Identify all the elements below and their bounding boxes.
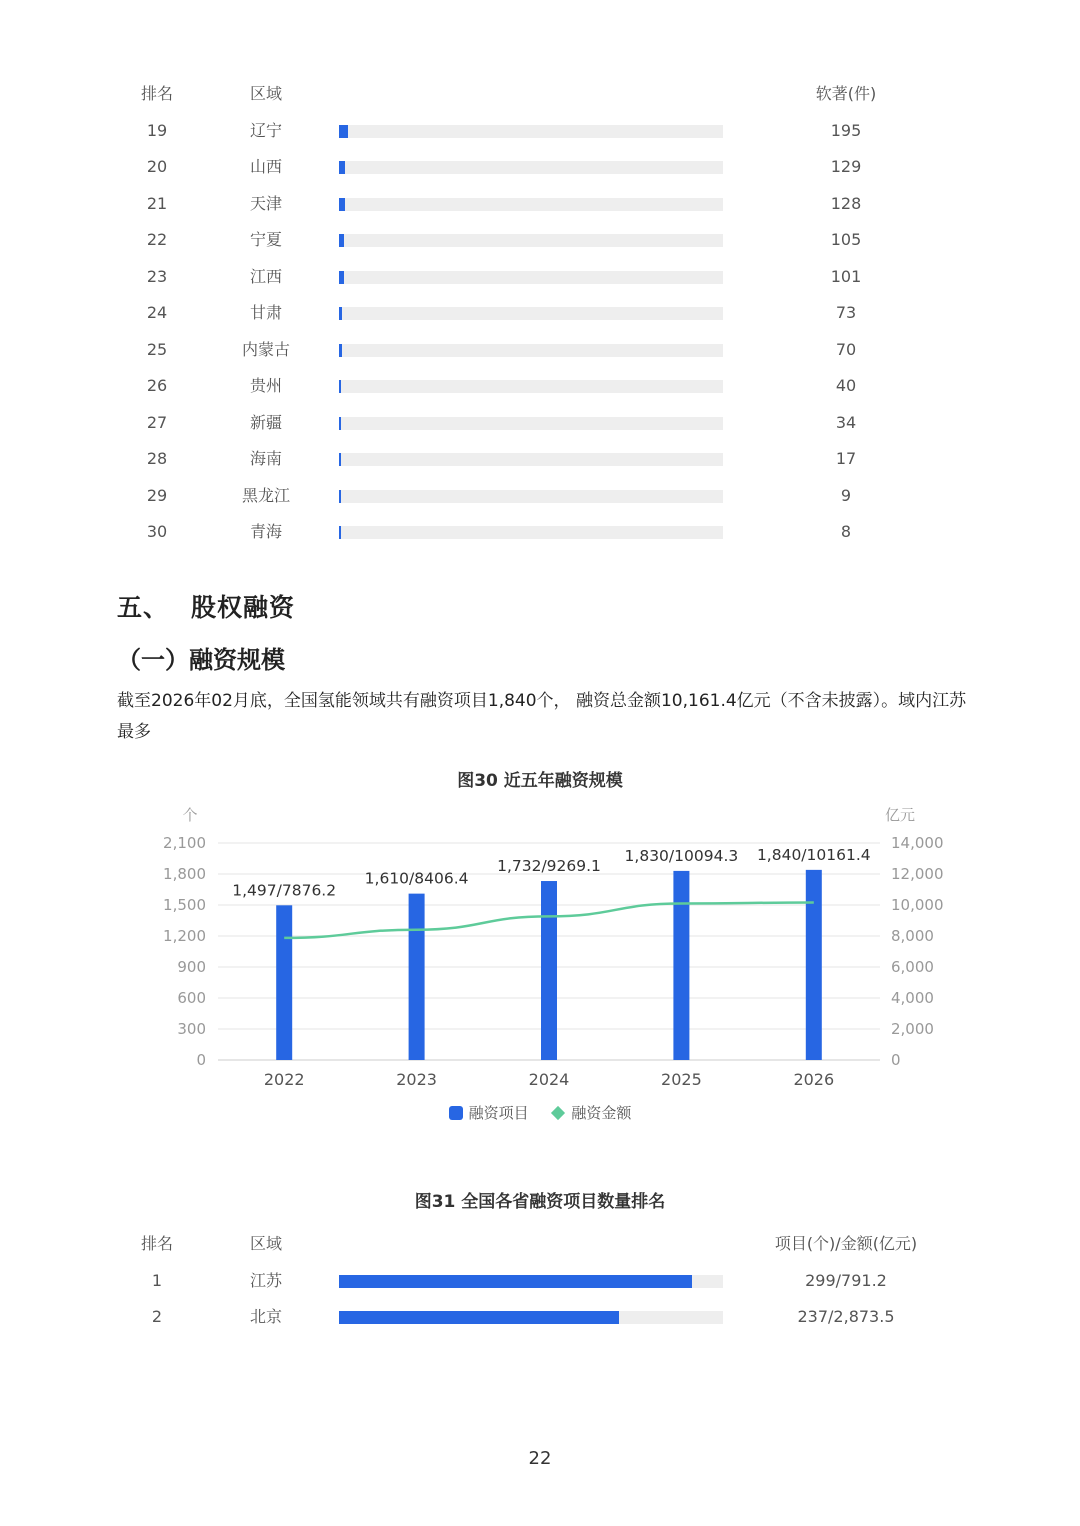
page-number: 22	[528, 1448, 552, 1469]
row-rank: 28	[146, 449, 168, 468]
row-value: 70	[835, 339, 857, 359]
y-left-tick-label: 900	[177, 958, 206, 976]
header-value: 项目(个)/金额(亿元)	[774, 1234, 918, 1253]
figure31-title: 图31 全国各省融资项目数量排名	[414, 1192, 666, 1212]
y-left-tick-label: 0	[196, 1051, 206, 1069]
row-bar-track	[339, 380, 723, 393]
header-value: 软著(件)	[815, 84, 877, 103]
row-region: 新疆	[249, 412, 282, 432]
row-value: 299/791.2	[805, 1270, 887, 1290]
row-region: 贵州	[249, 376, 282, 395]
row-bar-track	[339, 234, 723, 247]
row-rank: 27	[146, 412, 168, 432]
row-bar-fill	[339, 417, 341, 430]
row-bar-track	[339, 307, 723, 320]
header-rank: 排名	[140, 84, 173, 103]
x-tick-label: 2026	[793, 1070, 835, 1089]
row-bar-fill	[339, 125, 348, 138]
row-bar-track	[339, 453, 723, 466]
y-left-tick-label: 1,500	[163, 896, 206, 914]
row-rank: 1	[151, 1270, 163, 1290]
row-region: 江西	[249, 266, 282, 286]
table-row	[0, 259, 1080, 295]
row-value: 195	[830, 120, 862, 140]
legend-bar-swatch	[449, 1106, 463, 1120]
data-label: 1,732/9269.1	[497, 857, 601, 876]
row-rank: 25	[146, 339, 168, 359]
y-left-tick-label: 1,800	[163, 865, 206, 883]
row-bar-track	[339, 161, 723, 174]
row-bar-track	[339, 1311, 723, 1324]
table-row	[0, 514, 1080, 550]
bar-2023	[409, 894, 425, 1060]
body-paragraph: 截至2026年02月底，全国氢能领域共有融资项目1,840个， 融资总金额10,161.4亿元（不含未披露）。域内江苏最多	[117, 691, 967, 742]
bar-2022	[276, 905, 292, 1060]
section-number: 五、	[117, 593, 170, 622]
table-row	[0, 113, 1080, 149]
row-value: 40	[835, 376, 857, 395]
y-right-tick-label: 10,000	[891, 896, 944, 914]
row-bar-fill	[339, 453, 341, 466]
legend-bar-label: 融资项目	[468, 1104, 529, 1122]
row-value: 101	[830, 266, 862, 286]
legend-item-bar[interactable]	[449, 1102, 529, 1123]
x-tick-label: 2025	[661, 1070, 702, 1089]
data-label: 1,610/8406.4	[364, 869, 469, 888]
y-left-tick-label: 1,200	[163, 927, 206, 945]
row-bar-fill	[339, 1275, 692, 1288]
row-bar-track	[339, 526, 723, 539]
row-value: 8	[840, 522, 852, 541]
bar-2026	[806, 870, 822, 1060]
header-region: 区域	[249, 1234, 282, 1253]
row-bar-track	[339, 198, 723, 211]
row-bar-fill	[339, 161, 345, 174]
row-value: 105	[830, 230, 862, 249]
y-right-unit-label: 亿元	[884, 806, 916, 824]
row-bar-fill	[339, 490, 341, 503]
row-rank: 29	[146, 485, 168, 505]
row-rank: 2	[151, 1307, 163, 1326]
row-region: 辽宁	[249, 120, 282, 140]
row-region: 北京	[249, 1307, 282, 1326]
table-row	[0, 186, 1080, 222]
table-row	[0, 332, 1080, 368]
row-bar-track	[339, 490, 723, 503]
bar-2025	[673, 871, 689, 1060]
row-rank: 20	[146, 157, 168, 176]
table-row	[0, 441, 1080, 477]
row-bar-fill	[339, 380, 341, 393]
row-bar-fill	[339, 271, 344, 284]
row-rank: 24	[146, 303, 168, 322]
row-value: 34	[835, 412, 857, 432]
x-tick-label: 2024	[528, 1070, 570, 1089]
legend-line-label: 融资金额	[571, 1104, 632, 1122]
bar-2024	[541, 881, 557, 1060]
row-rank: 19	[146, 120, 168, 140]
row-bar-fill	[339, 344, 342, 357]
row-value: 128	[830, 193, 862, 213]
row-bar-fill	[339, 526, 341, 539]
row-value: 237/2,873.5	[797, 1307, 895, 1326]
row-rank: 23	[146, 266, 168, 286]
table-row	[0, 478, 1080, 514]
row-value: 129	[830, 157, 862, 176]
row-region: 天津	[249, 193, 282, 213]
row-value: 9	[840, 485, 852, 505]
section-heading	[117, 588, 295, 624]
legend-line-swatch	[551, 1106, 565, 1120]
row-bar-track	[339, 125, 723, 138]
table-header	[0, 1226, 1080, 1262]
table-row	[0, 368, 1080, 404]
y-right-tick-label: 8,000	[891, 927, 934, 945]
table-row	[0, 1299, 1080, 1335]
row-bar-track	[339, 271, 723, 284]
subsection-heading: （一）融资规模	[117, 646, 285, 674]
legend-item-line[interactable]	[545, 1102, 631, 1123]
row-region: 江苏	[249, 1270, 282, 1290]
table-row	[0, 405, 1080, 441]
table-header	[0, 76, 1080, 112]
data-label: 1,497/7876.2	[232, 881, 337, 900]
row-bar-track	[339, 344, 723, 357]
row-bar-fill	[339, 234, 344, 247]
table-row	[0, 149, 1080, 185]
x-tick-label: 2022	[263, 1070, 305, 1089]
y-right-tick-label: 12,000	[891, 865, 944, 883]
y-right-tick-label: 4,000	[891, 989, 934, 1007]
row-region: 海南	[249, 449, 282, 468]
x-tick-label: 2023	[396, 1070, 437, 1089]
y-right-tick-label: 6,000	[891, 958, 934, 976]
table-row	[0, 295, 1080, 331]
row-rank: 26	[146, 376, 168, 395]
chart-legend	[0, 1102, 1080, 1123]
header-region: 区域	[249, 84, 282, 103]
figure30-title: 图30 近五年融资规模	[457, 771, 623, 791]
row-bar-fill	[339, 198, 345, 211]
row-value: 73	[835, 303, 857, 322]
y-right-tick-label: 2,000	[891, 1020, 934, 1038]
financing-scale-chart	[0, 795, 1080, 1095]
header-rank: 排名	[140, 1234, 173, 1253]
y-left-tick-label: 2,100	[163, 834, 206, 852]
row-bar-track	[339, 1275, 723, 1288]
y-right-tick-label: 14,000	[891, 834, 944, 852]
row-value: 17	[835, 449, 857, 468]
row-bar-fill	[339, 307, 342, 320]
table-row	[0, 1263, 1080, 1299]
y-left-unit-label: 个	[182, 806, 198, 824]
row-region: 山西	[249, 157, 282, 176]
row-region: 内蒙古	[241, 339, 290, 359]
y-left-tick-label: 300	[177, 1020, 206, 1038]
y-right-tick-label: 0	[891, 1051, 901, 1069]
row-bar-fill	[339, 1311, 619, 1324]
data-label: 1,840/10161.4	[756, 845, 871, 864]
y-left-tick-label: 600	[177, 989, 206, 1007]
row-bar-track	[339, 417, 723, 430]
row-region: 黑龙江	[241, 485, 290, 505]
section-title: 股权融资	[191, 593, 296, 622]
table-row	[0, 222, 1080, 258]
row-rank: 30	[146, 522, 168, 541]
data-label: 1,830/10094.3	[624, 846, 739, 865]
row-rank: 21	[146, 193, 168, 213]
row-region: 青海	[249, 522, 282, 541]
row-region: 宁夏	[249, 230, 282, 249]
row-rank: 22	[146, 230, 168, 249]
row-region: 甘肃	[249, 303, 282, 322]
